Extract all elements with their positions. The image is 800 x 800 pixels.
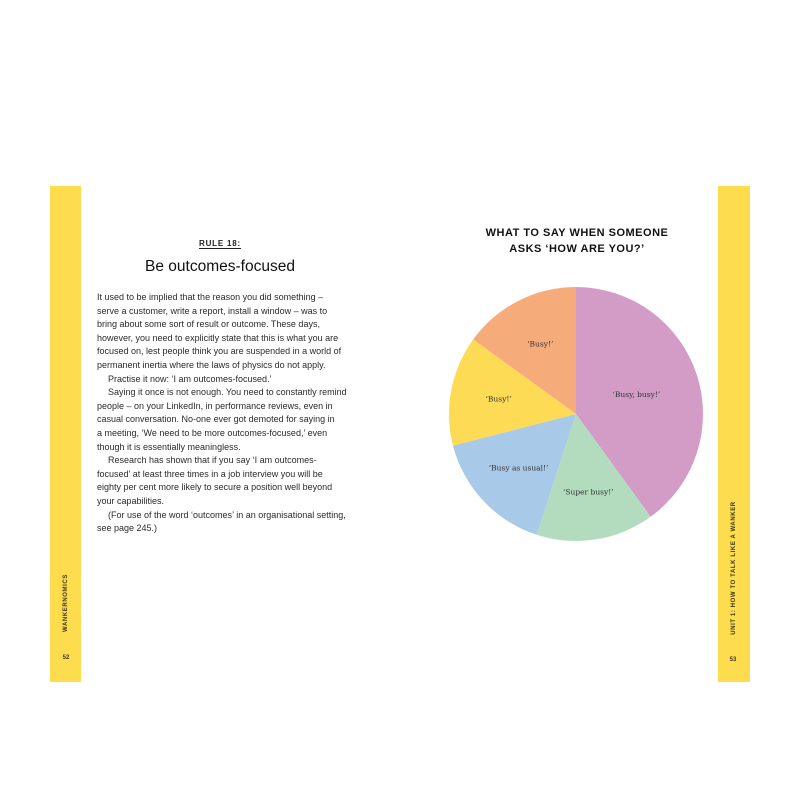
body-line: a meeting, ‘We need to be more outcomes-focused,’ even: [97, 427, 328, 438]
body-line: focused on, lest people think you are suspended in a world of: [97, 346, 342, 357]
rule-label: RULE 18:: [199, 239, 241, 248]
left-running-head: WANKERNOMICS: [63, 574, 69, 632]
body-line: bring about some sort of result or outcome. These days,: [97, 319, 320, 330]
body-line: however, you need to explicitly state that this is what you are: [97, 332, 339, 343]
body-line: serve a customer, write a report, install a window – was to: [97, 305, 328, 316]
body-line: (For use of the word ‘outcomes’ in an organisational setting,: [108, 509, 346, 520]
body-line: Practise it now: ‘I am outcomes-focused.’: [108, 373, 272, 384]
body-text: [97, 291, 352, 536]
body-line: Research has shown that if you say ‘I am outcomes-: [108, 455, 317, 466]
chart-title-line-2: ASKS ‘HOW ARE YOU?’: [509, 242, 645, 255]
chart-title: [452, 226, 702, 257]
body-line: though it is essentially meaningless.: [97, 441, 241, 452]
body-line: It used to be implied that the reason you did something –: [97, 292, 324, 302]
chart-title-line-1: WHAT TO SAY WHEN SOMEONE: [485, 227, 669, 239]
body-line: permanent inertia where the laws of physics do not apply.: [97, 359, 326, 370]
pie-slice-label: ‘Busy!’: [485, 394, 512, 404]
left-page-number: 52: [62, 655, 70, 661]
body-line: focused’ at least three times in a job interview you will be: [97, 468, 323, 479]
pie-slice-label: ‘Busy!’: [527, 339, 554, 349]
pie-slice-label: ‘Super busy!’: [562, 487, 614, 497]
pie-slice-label: ‘Busy as usual!’: [488, 463, 549, 473]
body-line: see page 245.): [97, 523, 158, 534]
body-line: people – on your LinkedIn, in performance reviews, even in: [97, 400, 333, 411]
right-running-head: UNIT 1: HOW TO TALK LIKE A WANKER: [731, 501, 737, 635]
body-line: casual conversation. No-one ever got demoted for saying in: [97, 414, 335, 425]
pie-slice-label: ‘Busy, busy!’: [612, 389, 661, 399]
body-line: Saying it once is not enough. You need to constantly remind: [108, 387, 347, 398]
pie-chart: [440, 280, 720, 560]
body-line: eighty per cent more likely to secure a position well beyond: [97, 482, 333, 493]
right-page-number: 53: [729, 657, 737, 663]
body-line: your capabilities.: [97, 495, 165, 506]
section-heading: Be outcomes-focused: [145, 258, 295, 275]
